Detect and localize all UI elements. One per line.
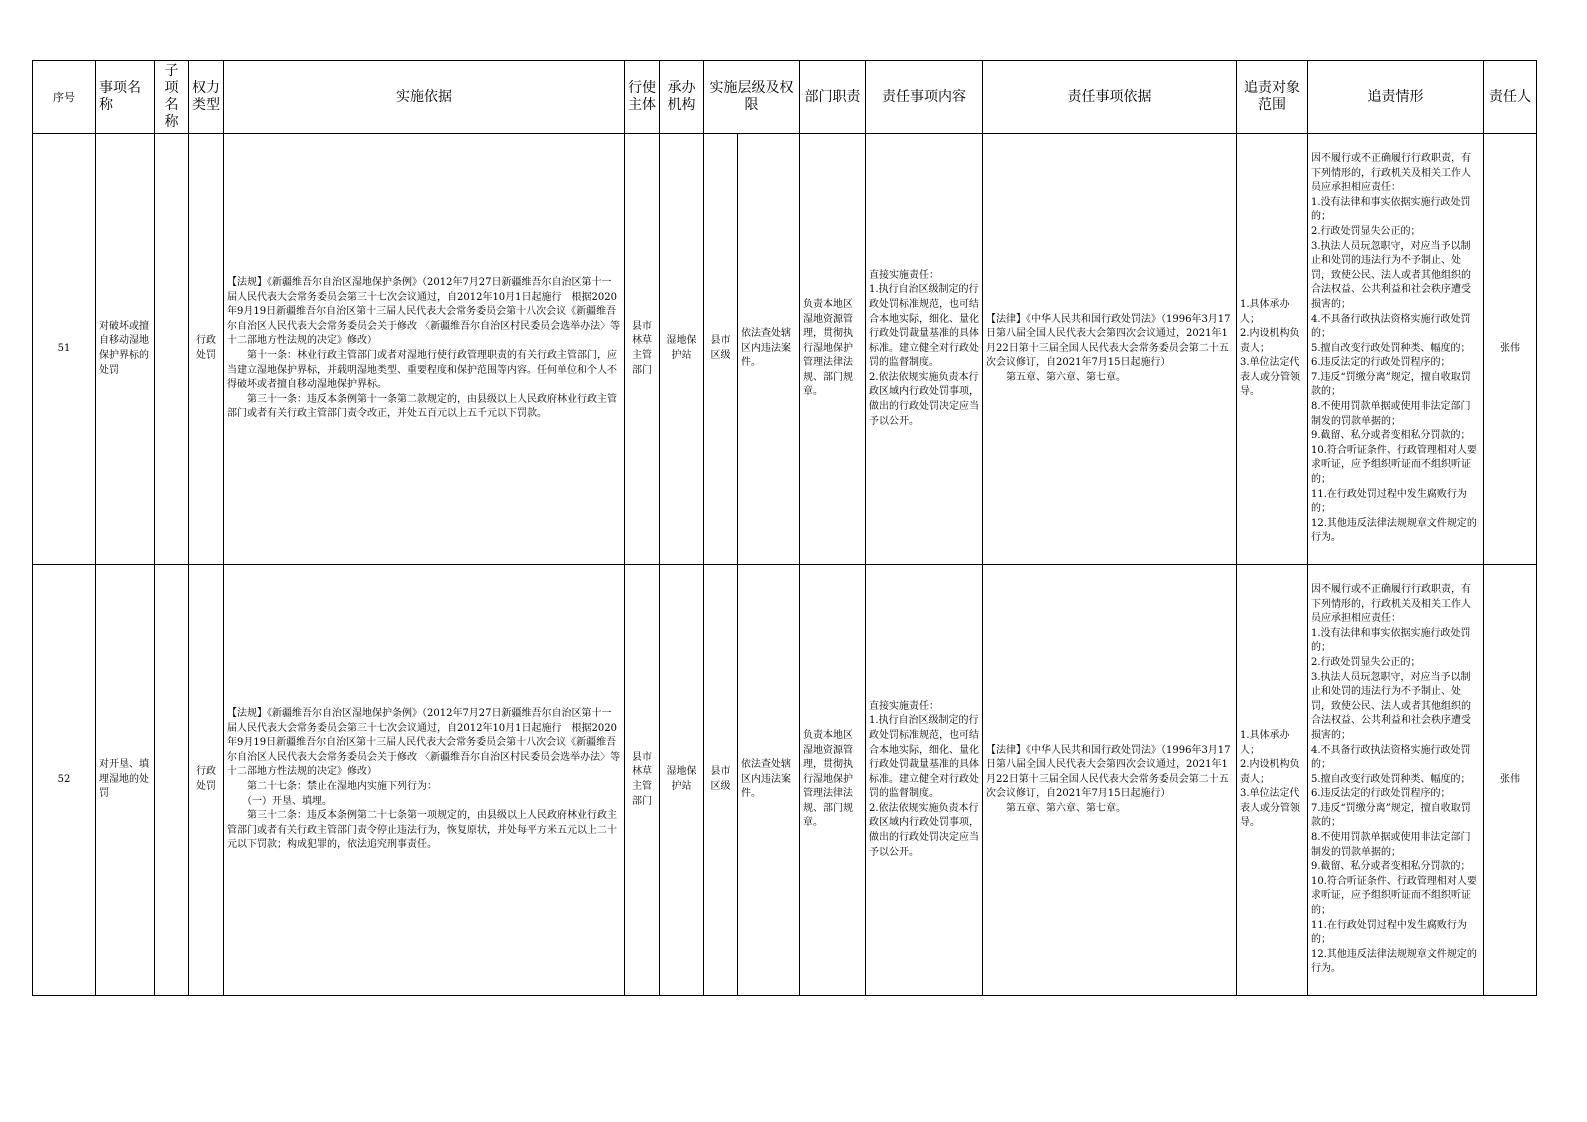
cell-acc-scope: 1.具体承办人； 2.内设机构负责人； 3.单位法定代表人或分管领导。: [1237, 134, 1308, 565]
cell-resp-content: 直接实施责任： 1.执行自治区级制定的行政处罚标准规范，也可结合本地实际，细化、量化行政处罚裁量基准的具体标准。建立健全对行政处罚的监督制度。 2.依法依规实施负责本行政区域内行政处罚事项，做出的行政处罚决定应当予以公开。: [866, 134, 983, 565]
cell-duty: 负责本地区湿地资源管理，贯彻执行湿地保护管理法律法规、部门规章。: [800, 565, 866, 996]
cell-subject: 县市林草主管部门: [625, 134, 660, 565]
cell-subject: 县市林草主管部门: [625, 565, 660, 996]
header-person: 责任人: [1484, 61, 1537, 134]
header-resp-content: 责任事项内容: [866, 61, 983, 134]
cell-seq: 51: [33, 134, 96, 565]
table-row: [33, 565, 1537, 996]
header-org: 承办机构: [660, 61, 704, 134]
header-power-type: 权力类型: [189, 61, 224, 134]
cell-org: 湿地保护站: [660, 134, 704, 565]
cell-resp-content: 直接实施责任： 1.执行自治区级制定的行政处罚标准规范，也可结合本地实际，细化、量化行政处罚裁量基准的具体标准。建立健全对行政处罚的监督制度。 2.依法依规实施负责本行政区域内行政处罚事项，做出的行政处罚决定应当予以公开。: [866, 565, 983, 996]
header-subject: 行使主体: [625, 61, 660, 134]
cell-power-type: 行政处罚: [189, 565, 224, 996]
cell-power-type: 行政处罚: [189, 134, 224, 565]
cell-level: 县市区级: [704, 565, 738, 996]
header-resp-basis: 责任事项依据: [983, 61, 1237, 134]
cell-person: 张伟: [1484, 565, 1537, 996]
cell-scope: 依法查处辖区内违法案件。: [738, 565, 800, 996]
cell-sub-item: [155, 134, 189, 565]
cell-resp-basis: 【法律】《中华人民共和国行政处罚法》（1996年3月17日第八届全国人民代表大会第四次会议通过，2021年1月22日第十三届全国人民代表大会常务委员会第二十五次会议修订，自2021年7月15日起施行） 第五章、第六章、第七章。: [983, 565, 1237, 996]
cell-acc-case: 因不履行或不正确履行行政职责，有下列情形的，行政机关及相关工作人员应承担相应责任： 1.没有法律和事实依据实施行政处罚的； 2.行政处罚显失公正的； 3.执法人员玩忽职守，对应当予以制止和处罚的违法行为不予制止、处罚，致使公民、法人或者其他组织的合法权益、公共利益和社会秩序遭受损害的； 4.不具备行政执法资格实施行政处罚的； 5.擅自改变行政处罚种类、幅度的； 6.违反法定的行政处罚程序的； 7.违反“罚缴分离”规定，擅自收取罚款的； 8.不使用罚款单据或使用非法定部门制发的罚款单据的； 9.截留、私分或者变相私分罚款的； 10.符合听证条件、行政管理相对人要求听证，应予组织听证而不组织听证的； 11.在行政处罚过程中发生腐败行为的； 12.其他违反法律法规规章文件规定的行为。: [1308, 565, 1484, 996]
accountability-table: [32, 60, 1537, 996]
header-duty: 部门职责: [800, 61, 866, 134]
header-acc-case: 追责情形: [1308, 61, 1484, 134]
header-seq: 序号: [33, 61, 96, 134]
table-row: [33, 134, 1537, 565]
header-row: [33, 61, 1537, 134]
cell-basis: 【法规】《新疆维吾尔自治区湿地保护条例》（2012年7月27日新疆维吾尔自治区第十一届人民代表大会常务委员会第三十七次会议通过，自2012年10月1日起施行 根据2020年9月19日新疆维吾尔自治区第十三届人民代表大会常务委员会第十八次会议《新疆维吾尔自治区人民代表大会常务委员会关于修改 〈新疆维吾尔自治区村民委员会选举办法〉等十二部地方性法规的决定》修改） 第二十七条：禁止在湿地内实施下列行为： （一）开垦、填埋。 第三十二条：违反本条例第二十七条第一项规定的，由县级以上人民政府林业行政主管部门或者有关行政主管部门责令停止违法行为，恢复原状，并处每平方米五元以上二十元以下罚款；构成犯罪的，依法追究刑事责任。: [224, 565, 625, 996]
header-basis: 实施依据: [224, 61, 625, 134]
cell-item-name: 对破坏或擅自移动湿地保护界标的处罚: [96, 134, 155, 565]
cell-scope: 依法查处辖区内违法案件。: [738, 134, 800, 565]
cell-acc-case: 因不履行或不正确履行行政职责，有下列情形的，行政机关及相关工作人员应承担相应责任： 1.没有法律和事实依据实施行政处罚的； 2.行政处罚显失公正的； 3.执法人员玩忽职守，对应当予以制止和处罚的违法行为不予制止、处罚，致使公民、法人或者其他组织的合法权益、公共利益和社会秩序遭受损害的； 4.不具备行政执法资格实施行政处罚的； 5.擅自改变行政处罚种类、幅度的； 6.违反法定的行政处罚程序的； 7.违反“罚缴分离”规定，擅自收取罚款的； 8.不使用罚款单据或使用非法定部门制发的罚款单据的； 9.截留、私分或者变相私分罚款的； 10.符合听证条件、行政管理相对人要求听证，应予组织听证而不组织听证的； 11.在行政处罚过程中发生腐败行为的； 12.其他违反法律法规规章文件规定的行为。: [1308, 134, 1484, 565]
header-item-name: 事项名称: [96, 61, 155, 134]
header-acc-scope: 追责对象范围: [1237, 61, 1308, 134]
cell-seq: 52: [33, 565, 96, 996]
cell-org: 湿地保护站: [660, 565, 704, 996]
cell-level: 县市区级: [704, 134, 738, 565]
cell-acc-scope: 1.具体承办人； 2.内设机构负责人； 3.单位法定代表人或分管领导。: [1237, 565, 1308, 996]
cell-item-name: 对开垦、填埋湿地的处罚: [96, 565, 155, 996]
cell-duty: 负责本地区湿地资源管理，贯彻执行湿地保护管理法律法规、部门规章。: [800, 134, 866, 565]
cell-resp-basis: 【法律】《中华人民共和国行政处罚法》（1996年3月17日第八届全国人民代表大会第四次会议通过，2021年1月22日第十三届全国人民代表大会常务委员会第二十五次会议修订，自2021年7月15日起施行） 第五章、第六章、第七章。: [983, 134, 1237, 565]
header-level: 实施层级及权限: [704, 61, 800, 134]
header-sub-item: 子项名称: [155, 61, 189, 134]
cell-person: 张伟: [1484, 134, 1537, 565]
cell-sub-item: [155, 565, 189, 996]
cell-basis: 【法规】《新疆维吾尔自治区湿地保护条例》（2012年7月27日新疆维吾尔自治区第十一届人民代表大会常务委员会第三十七次会议通过，自2012年10月1日起施行 根据2020年9月19日新疆维吾尔自治区第十三届人民代表大会常务委员会第十八次会议《新疆维吾尔自治区人民代表大会常务委员会关于修改 〈新疆维吾尔自治区村民委员会选举办法〉等十二部地方性法规的决定》修改） 第十一条：林业行政主管部门或者对湿地行使行政管理职责的有关行政主管部门，应当建立湿地保护界标，并载明湿地类型、重要程度和保护范围等内容。任何单位和个人不得破坏或者擅自移动湿地保护界标。 第三十一条：违反本条例第十一条第二款规定的，由县级以上人民政府林业行政主管部门或者有关行政主管部门责令改正，并处五百元以上五千元以下罚款。: [224, 134, 625, 565]
